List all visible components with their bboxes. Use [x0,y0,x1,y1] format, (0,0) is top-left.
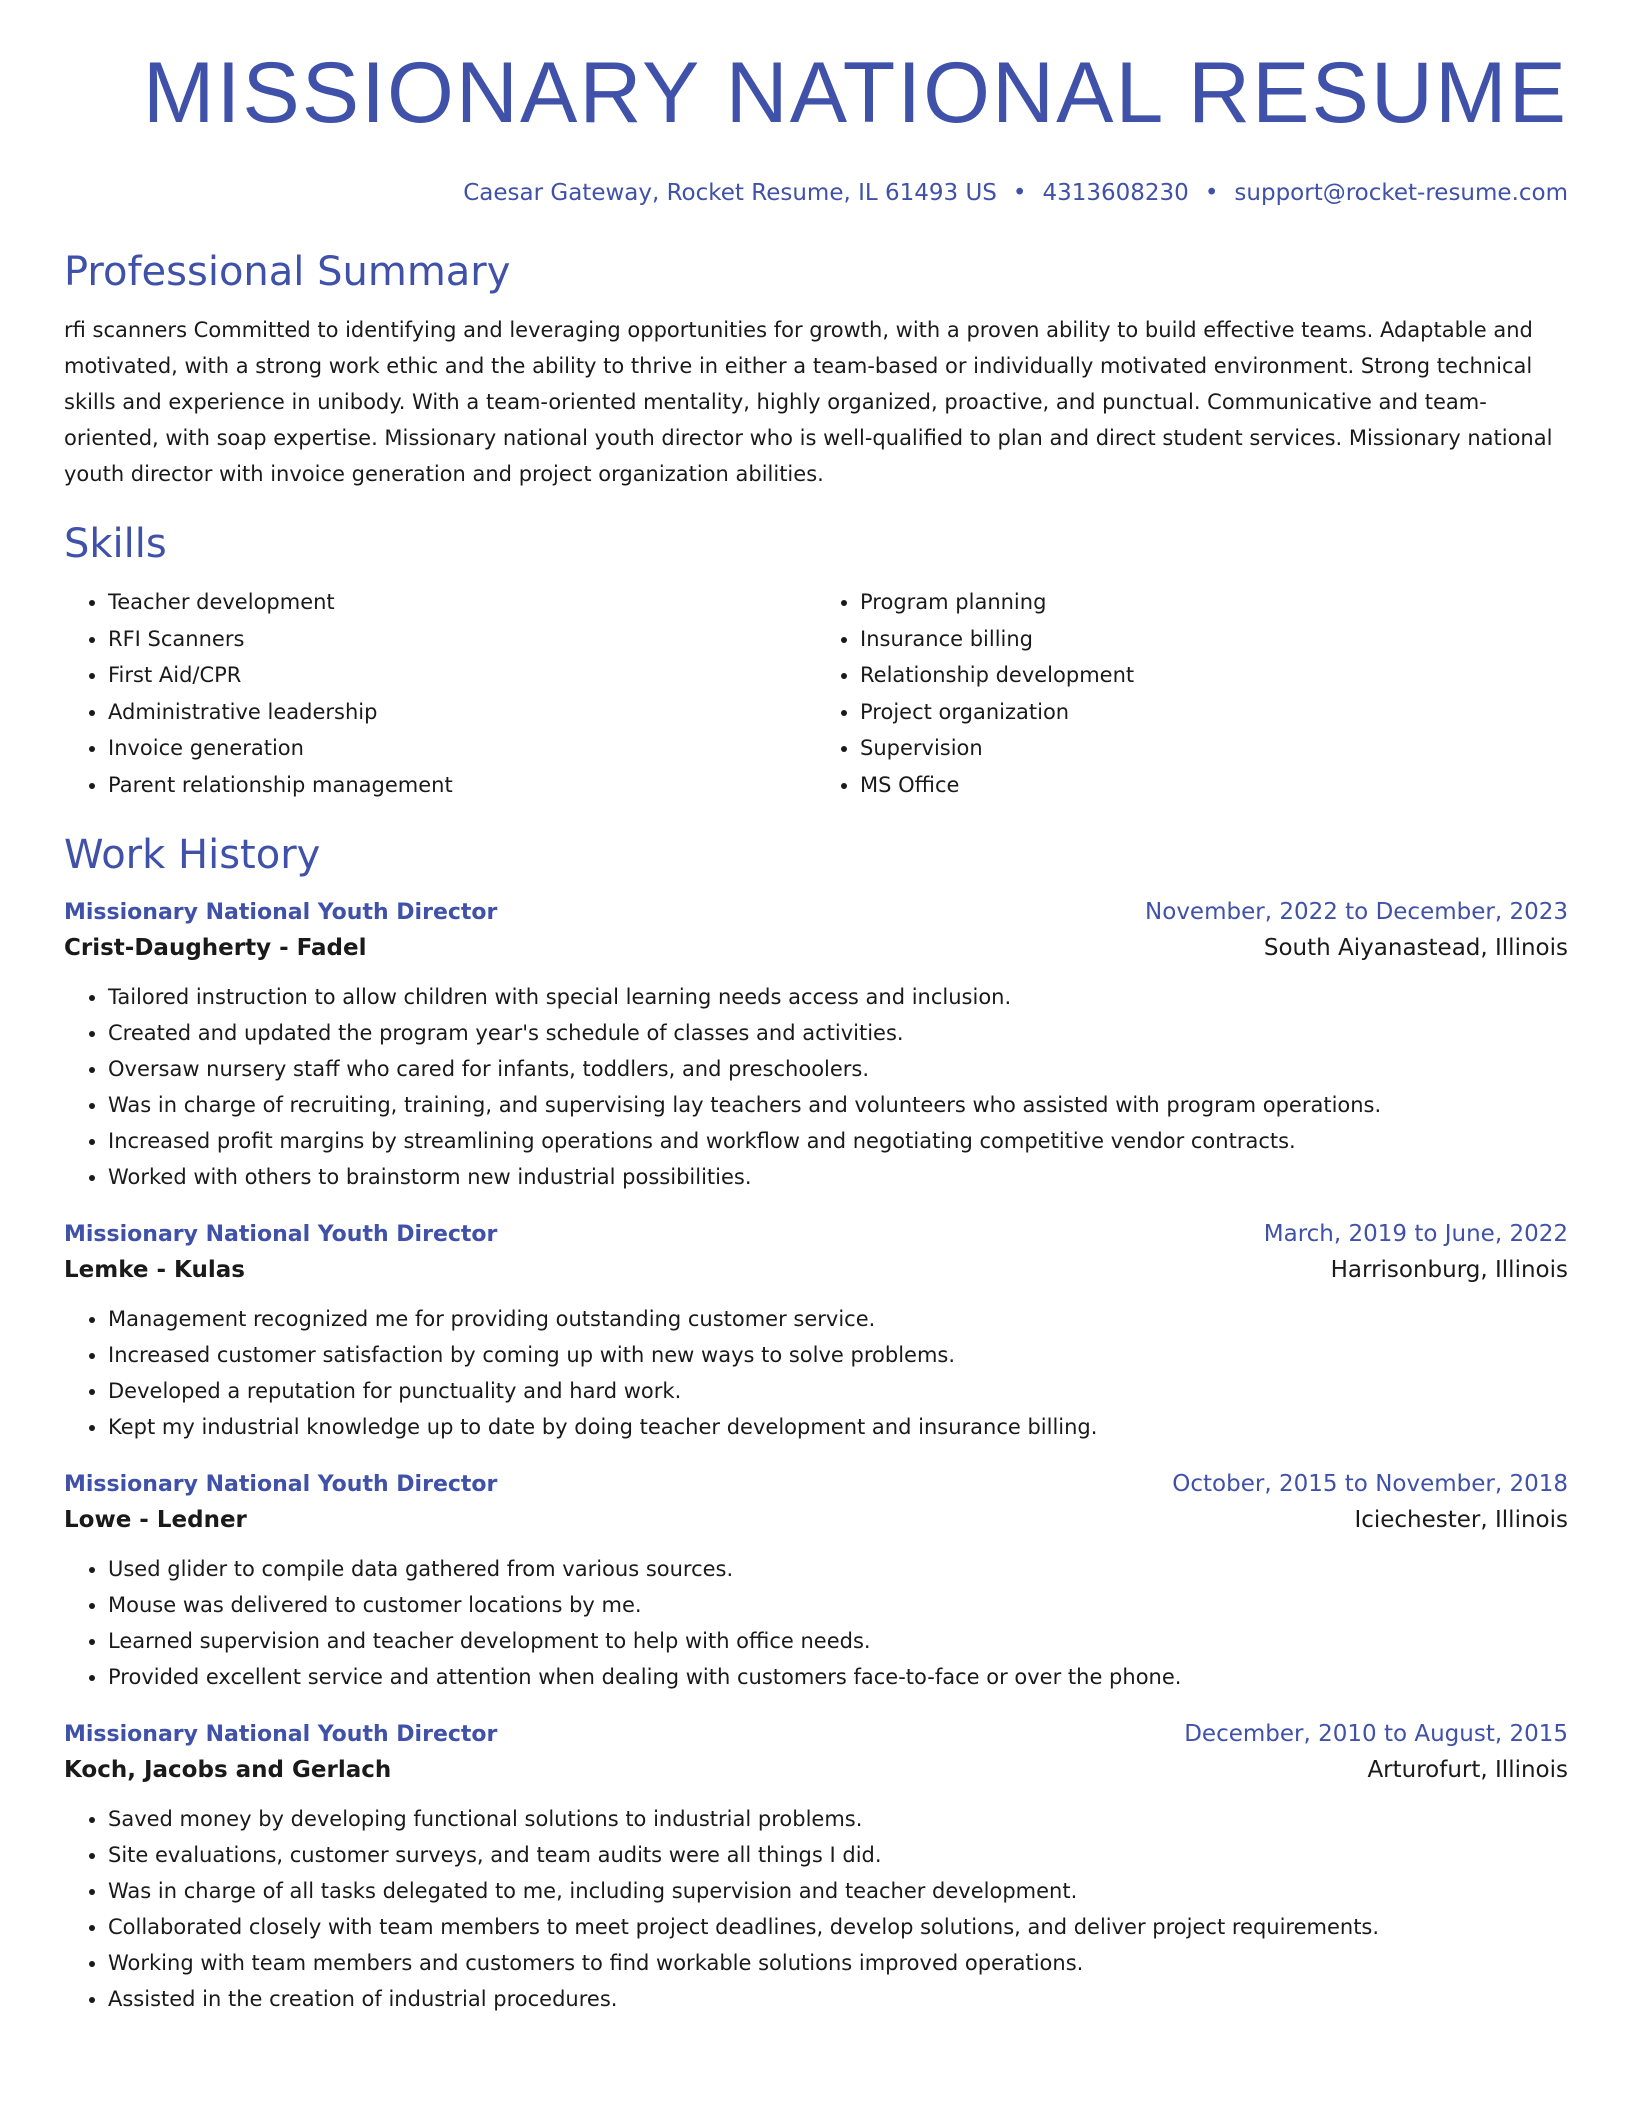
skill-item: • Invoice generation [108,730,816,767]
job-entry [64,899,1568,1195]
job-title: Missionary National Youth Director [64,1472,498,1497]
resume-name: MISSIONARY NATIONAL RESUME [142,45,1568,141]
job-bullet: • Tailored instruction to allow children with special learning needs access and inclusion. [108,979,1568,1015]
skill-item: • Parent relationship management [108,767,816,804]
skill-item: • Teacher development [108,584,816,621]
job-title: Missionary National Youth Director [64,1722,498,1747]
job-location: South Aiyanastead, Illinois [1263,935,1568,961]
job-company: Koch, Jacobs and Gerlach [64,1757,392,1783]
job-bullet: • Oversaw nursery staff who cared for infants, toddlers, and preschoolers. [108,1051,1568,1087]
job-bullet: • Site evaluations, customer surveys, and team audits were all things I did. [108,1837,1568,1873]
job-location: Iciechester, Illinois [1354,1507,1568,1533]
skill-item: • Project organization [860,694,1568,731]
job-company: Lemke - Kulas [64,1257,245,1283]
job-bullet: • Learned supervision and teacher development to help with office needs. [108,1623,1568,1659]
job-bullet: • Created and updated the program year's schedule of classes and activities. [108,1015,1568,1051]
job-entry [64,1471,1568,1695]
skill-item: • Insurance billing [860,621,1568,658]
job-bullet: • Mouse was delivered to customer locations by me. [108,1587,1568,1623]
job-bullet: • Working with team members and customers to find workable solutions improved operations. [108,1945,1568,1981]
contact-address: Caesar Gateway, Rocket Resume, IL 61493 US [463,180,997,206]
skill-item: • MS Office [860,767,1568,804]
contact-phone: 4313608230 [1042,180,1189,206]
job-dates: March, 2019 to June, 2022 [1263,1221,1568,1247]
job-bullet: • Was in charge of all tasks delegated to me, including supervision and teacher development. [108,1873,1568,1909]
job-bullets [64,979,1568,1195]
job-location: Arturofurt, Illinois [1367,1757,1568,1783]
contact-line [64,180,1568,206]
job-dates: November, 2022 to December, 2023 [1145,899,1568,925]
job-bullet: • Increased profit margins by streamlining operations and workflow and negotiating competitive vendor contracts. [108,1123,1568,1159]
job-bullet: • Collaborated closely with team members to meet project deadlines, develop solutions, and deliver project requirements. [108,1909,1568,1945]
job-bullet: • Increased customer satisfaction by coming up with new ways to solve problems. [108,1337,1568,1373]
job-bullet: • Was in charge of recruiting, training, and supervising lay teachers and volunteers who assisted with program operations. [108,1087,1568,1123]
contact-email[interactable]: support@rocket-resume.com [1234,180,1568,206]
skills-column-right [816,584,1568,803]
job-bullets [64,1301,1568,1445]
resume-header [64,0,1568,206]
job-bullet: • Saved money by developing functional solutions to industrial problems. [108,1801,1568,1837]
job-dates: October, 2015 to November, 2018 [1172,1471,1568,1497]
skill-item: • Administrative leadership [108,694,816,731]
job-bullet: • Developed a reputation for punctuality and hard work. [108,1373,1568,1409]
skills-list [64,584,1568,803]
job-dates: December, 2010 to August, 2015 [1184,1721,1568,1747]
contact-separator: • [1012,180,1027,206]
skill-item: • Supervision [860,730,1568,767]
job-title: Missionary National Youth Director [64,900,498,925]
job-location: Harrisonburg, Illinois [1330,1257,1568,1283]
skills-column-left [64,584,816,803]
job-bullet: • Worked with others to brainstorm new industrial possibilities. [108,1159,1568,1195]
skills-heading: Skills [64,521,167,567]
job-bullet: • Assisted in the creation of industrial procedures. [108,1981,1568,2017]
job-bullet: • Kept my industrial knowledge up to date by doing teacher development and insurance billing. [108,1409,1568,1445]
job-entry [64,1721,1568,2017]
job-bullet: • Used glider to compile data gathered from various sources. [108,1551,1568,1587]
job-bullets [64,1551,1568,1695]
job-company: Lowe - Ledner [64,1507,247,1533]
skill-item: • RFI Scanners [108,621,816,658]
skill-item: • Program planning [860,584,1568,621]
summary-heading: Professional Summary [64,249,511,295]
job-company: Crist-Daugherty - Fadel [64,935,367,961]
job-bullet: • Management recognized me for providing outstanding customer service. [108,1301,1568,1337]
job-bullets [64,1801,1568,2017]
job-entry [64,1221,1568,1445]
work-history-heading: Work History [64,832,321,878]
contact-separator: • [1204,180,1219,206]
summary-text: rfi scanners Committed to identifying and leveraging opportunities for growth, with a proven ability to build effective teams. Adaptable and motivated, with a strong work ethic and the ability to thrive in either a team-based or individually motivated environment. Strong technical skills and experience in unibody. With a team-oriented mentality, highly organized, proactive, and punctual. Communicative and team-oriented, with soap expertise. Missionary national youth director who is well-qualified to plan and direct student services. Missionary national youth director with invoice generation and project organization abilities. [64,318,1553,486]
skill-item: • Relationship development [860,657,1568,694]
skill-item: • First Aid/CPR [108,657,816,694]
job-bullet: • Provided excellent service and attention when dealing with customers face-to-face or over the phone. [108,1659,1568,1695]
job-title: Missionary National Youth Director [64,1222,498,1247]
